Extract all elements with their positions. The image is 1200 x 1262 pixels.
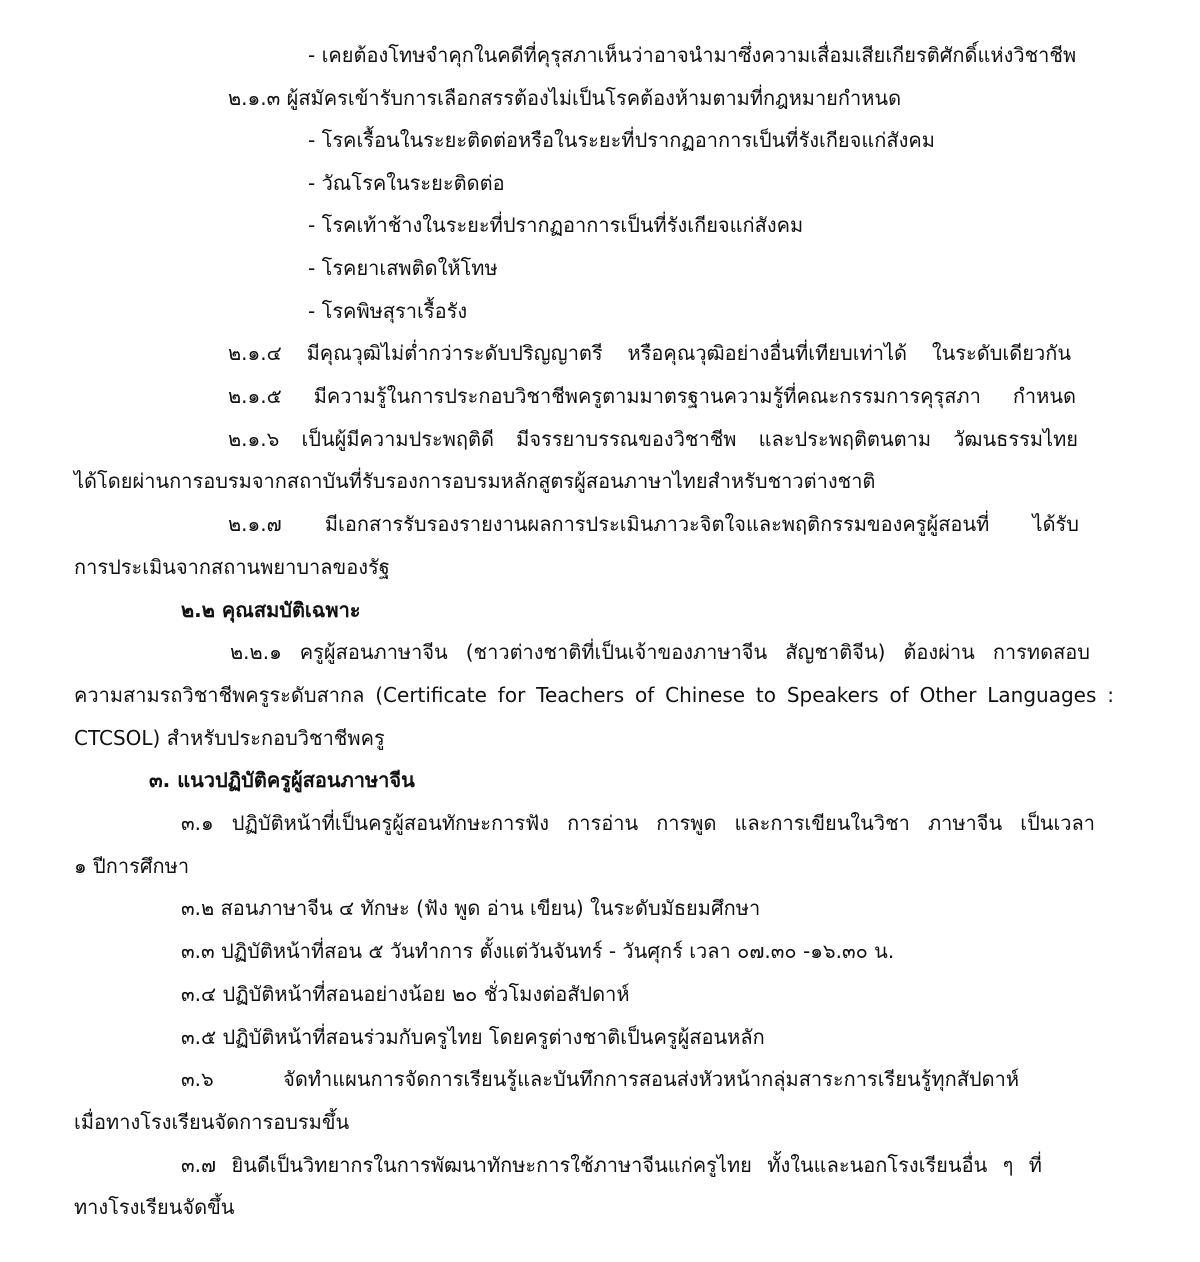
text-line: ๓.๓ ปฏิบัติหน้าที่สอน ๕ วันทำการ ตั้งแต่วันจันทร์ - วันศุกร์ เวลา ๐๗.๓๐ -๑๖.๓๐ น. <box>181 939 895 963</box>
text-line: ๓.๔ ปฏิบัติหน้าที่สอนอย่างน้อย ๒๐ ชั่วโมงต่อสัปดาห์ <box>181 982 630 1006</box>
text-line: ความสามรถวิชาชีพครูระดับสากล (Certificate for Teachers of Chinese to Speakers of Other Languages : <box>74 683 1114 707</box>
text-line: ทางโรงเรียนจัดขึ้น <box>74 1195 235 1219</box>
text-line: - โรคเท้าช้างในระยะที่ปรากฏอาการเป็นที่รังเกียจแก่สังคม <box>308 213 804 237</box>
text-line: - วัณโรคในระยะติดต่อ <box>308 171 505 195</box>
text-line: - เคยต้องโทษจำคุกในคดีที่คุรุสภาเห็นว่าอาจนำมาซึ่งความเสื่อมเสียเกียรติศักดิ์แห่งวิชาชีพ <box>308 43 1077 67</box>
text-line: ๒.๑.๖ เป็นผู้มีความประพฤติดี มีจรรยาบรรณของวิชาชีพ และประพฤติตนตาม วัฒนธรรมไทย <box>228 427 1078 451</box>
text-line: ๓.๑ ปฏิบัติหน้าที่เป็นครูผู้สอนทักษะการฟัง การอ่าน การพูด และการเขียนในวิชา ภาษาจีน เป็นเวลา <box>181 811 1095 835</box>
text-line: ๑ ปีการศึกษา <box>74 854 190 878</box>
text-line: ๒.๑.๕ มีความรู้ในการประกอบวิชาชีพครูตามมาตรฐานความรู้ที่คณะกรรมการคุรุสภา กำหนด <box>228 384 1076 408</box>
text-line: ๒.๑.๔ มีคุณวุฒิไม่ต่ำกว่าระดับปริญญาตรี หรือคุณวุฒิอย่างอื่นที่เทียบเท่าได้ ในระดับเดียวกัน <box>228 341 1071 365</box>
text-line: ได้โดยผ่านการอบรมจากสถาบันที่รับรองการอบรมหลักสูตรผู้สอนภาษาไทยสำหรับชาวต่างชาติ <box>74 469 876 493</box>
text-line: - โรคยาเสพติดให้โทษ <box>308 256 498 280</box>
text-line: ๓.๖ จัดทำแผนการจัดการเรียนรู้และบันทึกการสอนส่งหัวหน้ากลุ่มสาระการเรียนรู้ทุกสัปดาห์ <box>181 1067 1019 1091</box>
text-line: เมื่อทางโรงเรียนจัดการอบรมขึ้น <box>74 1110 350 1134</box>
text-line: ๓.๕ ปฏิบัติหน้าที่สอนร่วมกับครูไทย โดยครูต่างชาติเป็นครูผู้สอนหลัก <box>181 1025 765 1049</box>
text-line: ๒.๑.๗ มีเอกสารรับรองรายงานผลการประเมินภาวะจิตใจและพฤติกรรมของครูผู้สอนที่ ได้รับ <box>228 512 1079 536</box>
text-line: การประเมินจากสถานพยาบาลของรัฐ <box>74 555 390 579</box>
section-heading: ๓. แนวปฏิบัติครูผู้สอนภาษาจีน <box>149 768 415 792</box>
text-line: ๓.๗ ยินดีเป็นวิทยากรในการพัฒนาทักษะการใช้ภาษาจีนแก่ครูไทย ทั้งในและนอกโรงเรียนอื่น ๆ ที่ <box>181 1153 1042 1177</box>
text-line: ๒.๑.๓ ผู้สมัครเข้ารับการเลือกสรรต้องไม่เป็นโรคต้องห้ามตามที่กฎหมายกำหนด <box>228 86 902 110</box>
text-line: ๓.๒ สอนภาษาจีน ๔ ทักษะ (ฟัง พูด อ่าน เขียน) ในระดับมัธยมศึกษา <box>181 896 761 920</box>
text-line: - โรคพิษสุราเรื้อรัง <box>308 299 468 323</box>
text-line: - โรคเรื้อนในระยะติดต่อหรือในระยะที่ปรากฏอาการเป็นที่รังเกียจแก่สังคม <box>308 128 935 152</box>
section-heading: ๒.๒ คุณสมบัติเฉพาะ <box>181 598 361 622</box>
text-line: ๒.๒.๑ ครูผู้สอนภาษาจีน (ชาวต่างชาติที่เป็นเจ้าของภาษาจีน สัญชาติจีน) ต้องผ่าน การทดสอบ <box>230 640 1090 664</box>
text-line: CTCSOL) สำหรับประกอบวิชาชีพครู <box>74 726 385 750</box>
